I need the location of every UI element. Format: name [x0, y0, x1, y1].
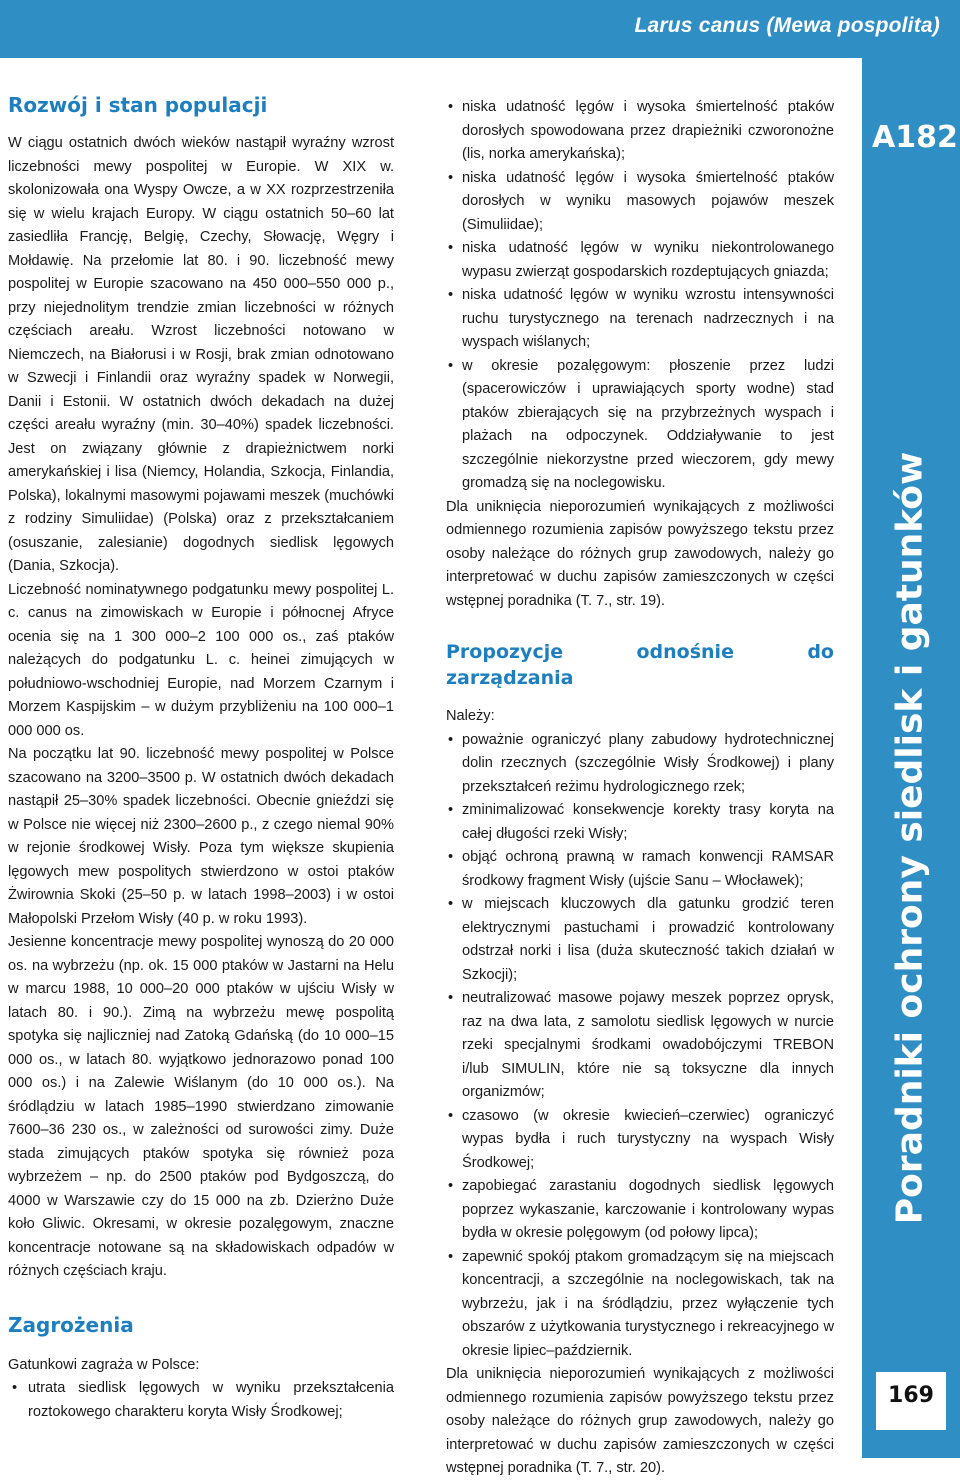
threats-list-continued: [446, 96, 834, 496]
threats-list: [8, 1377, 394, 1424]
page-number: 169: [888, 1383, 934, 1408]
management-intro: Należy:: [446, 708, 495, 724]
left-column: [8, 90, 394, 1424]
management-list: [446, 729, 834, 1364]
list-item: • zapewnić spokój ptakom gromadzącym się na miejscach koncentracji, a szczególnie na noclegowiskach, tak na wybrzeżu, jak i na śródlądziu, przez wyłączenie tych obszarów z użytkowania turystycznego i rekreacyjnego w okresie lipiec–październik.: [446, 1246, 834, 1364]
threats-intro: Gatunkowi zagraża w Polsce:: [8, 1356, 200, 1373]
list-item: • niska udatność lęgów i wysoka śmiertelność ptaków dorosłych w wyniku masowych pojawów meszek (Simuliidae);: [446, 167, 834, 238]
interpretation-note: Dla uniknięcia nieporozumień wynikających z możliwości odmiennego rozumienia zapisów powyższego tekstu przez osoby należące do różnych grup zawodowych, należy go interpretować w duchu zapisów zamieszczonych w części wstępnej poradnika (T. 7., str. 19).: [446, 498, 834, 609]
section-heading-population: Rozwój i stan populacji: [8, 93, 268, 117]
running-title: Larus canus (Mewa pospolita): [634, 14, 940, 37]
paragraph: Jesienne koncentracje mewy pospolitej wynoszą do 20 000 os. na wybrzeżu (np. ok. 15 000 ptaków w Jastarni na Helu w marcu 1988, 10 000–20 000 ptaków w ujściu Wisły w latach 80. i 90.). Zimą na wybrzeżu mewę pospolitą spotyka się najliczniej nad Zatoką Gdańską (do 10 000–15 000 os., w latach 80. wyjątkowo jednorazowo ponad 100 000 os.) i na Zalewie Wiślanym (do 10 000 os.). Na śródlądziu w latach 1985–1990 stwierdzano zimowanie 7600–36 230 os., w zależności od surowości zimy. Duże stada zimujących ptaków spotyka się również poza wybrzeżem – np. do 2500 ptaków pod Bydgoszczą, do 4000 w Warszawie czy do 15 000 na zb. Dzierżno Duże koło Gliwic. Okresami, w okresie pozalęgowym, znaczne koncentracje notowane są na składowiskach odpadów w różnych częściach kraju.: [8, 934, 394, 1279]
list-item: • objąć ochroną prawną w ramach konwencji RAMSAR środkowy fragment Wisły (ujście Sanu – Włocławek);: [446, 846, 834, 893]
list-item: • niska udatność lęgów w wyniku niekontrolowanego wypasu zwierząt gospodarskich rozdeptujących gniazda;: [446, 237, 834, 284]
list-item: • poważnie ograniczyć plany zabudowy hydrotechnicznej dolin rzecznych (szczególnie Wisły Środkowej) i plany przekształceń reżimu hydrologicznego rzek;: [446, 729, 834, 800]
list-item: • utrata siedlisk lęgowych w wyniku przekształcenia roztokowego charakteru koryta Wisły Środkowej;: [8, 1377, 394, 1424]
species-code: A182: [872, 120, 958, 155]
paragraph: Na początku lat 90. liczebność mewy pospolitej w Polsce szacowano na 3200–3500 p. W ostatnich dwóch dekadach nastąpił 25–30% spadek liczebności. Obecnie gnieździ się w Polsce nie więcej niż 2300–2600 p., z czego niemal 90% w rejonie środkowej Wisły. Poza tym większe skupienia lęgowych mew pospolitych stwierdzono w ostoi ptaków Żwirownia Skoki (25–50 p. w latach 1998–2003) i w ostoi Małopolski Przełom Wisły (40 p. w roku 1993).: [8, 746, 394, 927]
list-item: • neutralizować masowe pojawy meszek poprzez oprysk, raz na dwa lata, z samolotu siedlisk lęgowych w nurcie rzeki specjalnymi środkami owadobójczymi TREBON i/lub SIMULIN, które nie są toksyczne dla innych organizmów;: [446, 987, 834, 1105]
list-item: • w okresie pozalęgowym: płoszenie przez ludzi (spacerowiczów i uprawiających sporty wodne) stad ptaków zbierających się na przybrzeżnych wyspach i plażach na odpoczynek. Oddziaływanie to jest szczególnie niekorzystne przed wieczorem, gdy mewy gromadzą się na noclegowisku.: [446, 355, 834, 496]
section-heading-management: Propozycje odnośnie do zarządzania: [446, 641, 834, 689]
list-item: • czasowo (w okresie kwiecień–czerwiec) ograniczyć wypas bydła i ruch turystyczny na wyspach Wisły Środkowej;: [446, 1105, 834, 1176]
interpretation-note: Dla uniknięcia nieporozumień wynikających z możliwości odmiennego rozumienia zapisów powyższego tekstu przez osoby należące do różnych grup zawodowych, należy go interpretować w duchu zapisów zamieszczonych w części wstępnej poradnika (T. 7., str. 20).: [446, 1366, 834, 1476]
list-item: • niska udatność lęgów w wyniku wzrostu intensywności ruchu turystycznego na terenach nadrzecznych i na wyspach wiślanych;: [446, 284, 834, 355]
series-title: Poradniki ochrony siedlisk i gatunków: [889, 451, 931, 1225]
list-item: • zminimalizować konsekwencje korekty trasy koryta na całej długości rzeki Wisły;: [446, 799, 834, 846]
paragraph: W ciągu ostatnich dwóch wieków nastąpił wyraźny wzrost liczebności mewy pospolitej w Europie. W XIX w. skolonizowała ona Wyspy Owcze, a w XX rozprzestrzeniła się w wielu krajach Europy. W ciągu ostatnich 50–60 lat zasiedliła Francję, Belgię, Czechy, Słowację, Węgry i Mołdawię. Na przełomie lat 80. i 90. liczebność mewy pospolitej w Europie szacowano na 450 000–550 000 p., przy niejednolitym trendzie zmian liczebności w różnych częściach areału. Wzrost liczebności notowano w Niemczech, na Białorusi i w Rosji, brak zmian odnotowano w Szwecji i Finlandii oraz wyraźny spadek w Norwegii, Danii i Estonii. W ostatnich dwóch dekadach na dużej części areału wyraźny (min. 30–40%) spadek liczebności. Jest on związany głównie z drapieżnictwem norki amerykańskiej i lisa (Niemcy, Holandia, Szkocja, Finlandia, Polska), lokalnymi masowymi pojawami meszek (muchówki z rodziny Simuliidae) (Polska) oraz z przekształcaniem (osuszanie, zalesianie) dogodnych siedlisk lęgowych (Dania, Szkocja).: [8, 135, 394, 574]
right-column: [446, 96, 834, 1481]
list-item: • niska udatność lęgów i wysoka śmiertelność ptaków dorosłych spowodowana przez drapieżniki czworonożne (lis, norka amerykańska);: [446, 96, 834, 167]
paragraph: Liczebność nominatywnego podgatunku mewy pospolitej L. c. canus na zimowiskach w Europie i północnej Afryce ocenia się na 1 300 000–2 100 000 os., zaś ptaków należących do podgatunku L. c. heinei zimujących w południowo-wschodniej Europie, nad Morzem Czarnym i Morzem Kaspijskim – w dużym przybliżeniu na 100 000–1 000 000 os.: [8, 581, 394, 739]
section-heading-threats: Zagrożenia: [8, 1312, 134, 1337]
list-item: • zapobiegać zarastaniu dogodnych siedlisk lęgowych poprzez wykaszanie, karczowanie i kontrolowany wypas bydła w okresie polęgowym (od połowy lipca);: [446, 1175, 834, 1246]
header-bar: [0, 0, 960, 58]
list-item: • w miejscach kluczowych dla gatunku grodzić teren elektrycznymi pastuchami i prowadzić kontrolowany odstrzał norki i lisa (duża skuteczność takich działań w Szkocji);: [446, 893, 834, 987]
